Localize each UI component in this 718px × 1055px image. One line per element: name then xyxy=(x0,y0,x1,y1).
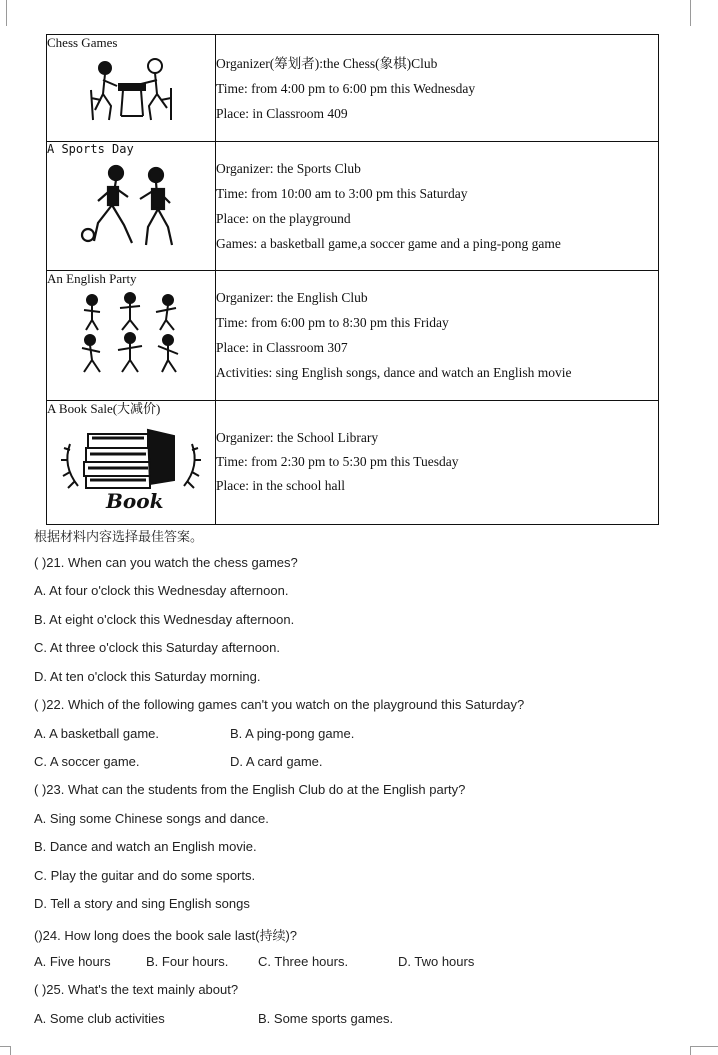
answer-option: A. A basketball game. xyxy=(34,726,160,741)
event-row-sports xyxy=(47,142,659,271)
event-detail-line: Place: on the playground xyxy=(216,211,351,226)
answer-option: D. A card game. xyxy=(230,754,323,769)
event-name: Chess Games xyxy=(47,35,118,50)
event-detail-line: Place: in the school hall xyxy=(216,478,345,493)
event-name: A Sports Day xyxy=(47,142,134,156)
event-name-cell xyxy=(47,401,216,525)
answer-option: D. At ten o'clock this Saturday morning. xyxy=(34,669,261,684)
instruction-text: 根据材料内容选择最佳答案。 xyxy=(34,529,204,544)
event-row-book-sale xyxy=(47,401,659,525)
crop-mark-top-left xyxy=(0,0,7,26)
question-stem: ( )25. What's the text mainly about? xyxy=(34,982,239,997)
answer-option: B. A ping-pong game. xyxy=(230,726,355,741)
event-detail-line: Time: from 6:00 pm to 8:30 pm this Friday xyxy=(216,315,449,330)
event-detail-line: Organizer: the School Library xyxy=(216,430,379,445)
answer-option: A. Some club activities xyxy=(34,1011,165,1026)
event-detail-line: Place: in Classroom 409 xyxy=(216,106,348,121)
event-detail-line: Place: in Classroom 307 xyxy=(216,340,348,355)
events-table xyxy=(46,34,659,525)
answer-option: C. A soccer game. xyxy=(34,754,140,769)
event-detail-line: Games: a basketball game,a soccer game and a ping-pong game xyxy=(216,236,561,251)
answer-option: B. Four hours. xyxy=(146,954,229,969)
event-detail-line: Organizer: the English Club xyxy=(216,290,368,305)
book-stack-icon xyxy=(56,420,206,514)
answer-option: B. Some sports games. xyxy=(258,1011,394,1026)
answer-option: C. At three o'clock this Saturday afternoon. xyxy=(34,640,281,655)
question-stem: ( )23. What can the students from the English Club do at the English party? xyxy=(34,782,466,797)
question-stem: ( )21. When can you watch the chess games? xyxy=(34,555,298,570)
crop-mark-top-right xyxy=(690,0,718,26)
event-name-cell xyxy=(47,142,216,271)
answer-option: C. Three hours. xyxy=(258,954,349,969)
event-details-cell xyxy=(216,142,659,271)
question-stem: ( )22. Which of the following games can't you watch on the playground this Saturday? xyxy=(34,697,525,712)
event-details-cell xyxy=(216,271,659,401)
answer-option: B. At eight o'clock this Wednesday afternoon. xyxy=(34,612,295,627)
event-row-chess xyxy=(47,35,659,142)
event-name-cell xyxy=(47,35,216,142)
event-row-english-party xyxy=(47,271,659,401)
chess-players-icon xyxy=(81,54,181,126)
answer-option: D. Tell a story and sing English songs xyxy=(34,896,250,911)
dancing-students-icon xyxy=(76,290,186,376)
basketball-players-icon xyxy=(76,161,186,253)
answer-option: A. Sing some Chinese songs and dance. xyxy=(34,811,269,826)
event-name: An English Party xyxy=(47,271,137,286)
event-detail-line: Organizer(筹划者):the Chess(象棋)Club xyxy=(216,56,438,71)
answer-option: A. At four o'clock this Wednesday afternoon. xyxy=(34,583,289,598)
answer-option: C. Play the guitar and do some sports. xyxy=(34,868,256,883)
answer-option: B. Dance and watch an English movie. xyxy=(34,839,257,854)
event-detail-line: Time: from 10:00 am to 3:00 pm this Saturday xyxy=(216,186,468,201)
answer-option: A. Five hours xyxy=(34,954,111,969)
event-detail-line: Organizer: the Sports Club xyxy=(216,161,361,176)
event-details-cell xyxy=(216,35,659,142)
event-name-cell xyxy=(47,271,216,401)
event-name: A Book Sale(大减价) xyxy=(47,401,161,416)
event-detail-line: Activities: sing English songs, dance and watch an English movie xyxy=(216,365,572,380)
event-details-cell xyxy=(216,401,659,525)
event-detail-line: Time: from 2:30 pm to 5:30 pm this Tuesday xyxy=(216,454,459,469)
answer-option: D. Two hours xyxy=(398,954,475,969)
event-detail-line: Time: from 4:00 pm to 6:00 pm this Wednesday xyxy=(216,81,476,96)
book-image-label: Book xyxy=(106,489,164,513)
question-stem: ()24. How long does the book sale last(持续)? xyxy=(34,928,298,943)
